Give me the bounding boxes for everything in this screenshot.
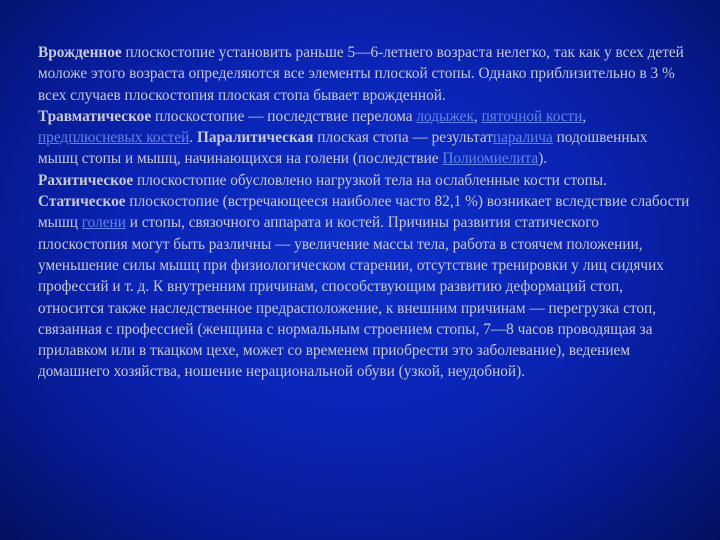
paragraph-congenital bbox=[38, 42, 690, 106]
paragraph-static bbox=[38, 191, 690, 383]
paragraph-text: плоскостопие — последствие перелома bbox=[151, 107, 417, 125]
slide-text-body bbox=[38, 42, 690, 383]
paragraph-text: ). bbox=[538, 150, 548, 168]
link-poliomyelitis[interactable]: Полиомиелита bbox=[442, 150, 539, 168]
term-traumatic: Травматическое bbox=[38, 107, 152, 125]
link-ankles[interactable]: лодыжек bbox=[416, 107, 474, 125]
paragraph-text: и стопы, связочного аппарата и костей. Причины развития статического плоскостопия могут быть различны — увеличение массы тела, работа в стоячем положении, уменьшение силы мышц при физиологическом старении, отсутствие тренировки у лиц сидячих профессий и т. д. К внутренним причинам, способствующим развитию деформаций стоп, относится также наследственное предрасположение, к внешним причинам — перегрузка стоп, связанная с профессией (женщина с нормальным строением стопы, 7—8 часов проводящая за прилавком или в ткацком цехе, может со временем приобрести это заболевание), ведением домашнего хозяйства, ношение нерациональной обуви (узкой, неудобной). bbox=[38, 214, 664, 381]
separator-text: , bbox=[473, 107, 482, 125]
term-paralytic: Паралитическая bbox=[196, 129, 314, 147]
term-static: Статическое bbox=[38, 193, 126, 211]
separator-text: . bbox=[189, 129, 197, 147]
paragraph-traumatic bbox=[38, 106, 690, 170]
link-heel-bone[interactable]: пяточной кости bbox=[481, 107, 583, 125]
term-rachitic: Рахитическое bbox=[38, 171, 134, 189]
paragraph-text: плоская стопа — результат bbox=[313, 129, 493, 147]
link-tarsal-bones[interactable]: предплюсневых костей bbox=[38, 129, 190, 147]
paragraph-rachitic bbox=[38, 170, 690, 191]
paragraph-text: плоскостопие (встречающееся наиболее часто 82,1 %) возникает вследствие слабости мышц bbox=[38, 193, 690, 232]
paragraph-text: подошвенных мышц стопы и мышц, начинающихся на голени (последствие bbox=[38, 129, 648, 168]
link-shin[interactable]: голени bbox=[81, 214, 126, 232]
paragraph-text: плоскостопие обусловлено нагрузкой тела на ослабленные кости стопы. bbox=[133, 171, 607, 189]
paragraph-text: плоскостопие установить раньше 5—6-летнего возраста нелегко, так как у всех детей моложе этого возраста определяются все элементы плоской стопы. Однако приблизительно в 3 % всех случаев плоскостопия плоская стопа бывает врожденной. bbox=[38, 44, 684, 104]
link-paralysis[interactable]: паралича bbox=[492, 129, 553, 147]
separator-text: , bbox=[582, 107, 587, 125]
term-congenital: Врожденное bbox=[38, 44, 122, 61]
